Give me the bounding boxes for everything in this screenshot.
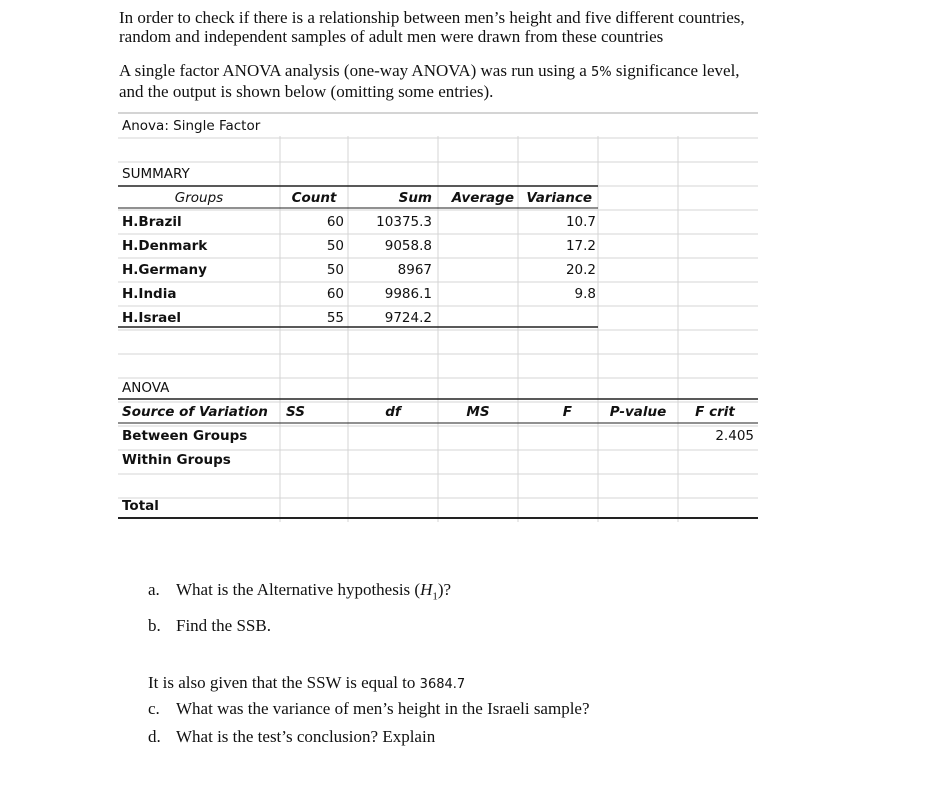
row-india-sum: 9986.1 bbox=[384, 286, 432, 302]
question-a bbox=[148, 580, 451, 606]
header-p-value: P-value bbox=[609, 404, 667, 420]
question-c-text: What was the variance of men’s height in the Israeli sample? bbox=[176, 699, 590, 718]
row-brazil-variance: 10.7 bbox=[565, 214, 596, 230]
intro-line-3-text: A single factor ANOVA analysis (one-way ANOVA) was run using a bbox=[119, 61, 592, 80]
header-f-crit: F crit bbox=[695, 404, 735, 420]
intro-line-3-end: significance level, bbox=[611, 61, 740, 80]
significance-level: 5% bbox=[591, 65, 612, 80]
row-between-groups: Between Groups bbox=[122, 428, 248, 444]
question-c bbox=[148, 699, 590, 719]
row-germany-group: H.Germany bbox=[122, 262, 207, 278]
question-d-text: What is the test’s conclusion? Explain bbox=[176, 727, 436, 746]
f-crit-value: 2.405 bbox=[715, 428, 754, 444]
header-ms: MS bbox=[466, 404, 490, 420]
intro-line-2: random and independent samples of adult men were drawn from these countries bbox=[119, 27, 664, 46]
anova-spreadsheet bbox=[118, 112, 758, 522]
hypothesis-symbol: H bbox=[420, 580, 433, 599]
question-a-text: What is the Alternative hypothesis ( bbox=[176, 580, 421, 599]
header-source-of-variation: Source of Variation bbox=[122, 404, 268, 420]
row-brazil-group: H.Brazil bbox=[122, 214, 182, 230]
row-denmark-count: 50 bbox=[326, 238, 344, 254]
header-variance: Variance bbox=[526, 190, 592, 206]
row-brazil-sum: 10375.3 bbox=[376, 214, 432, 230]
row-israel-group: H.Israel bbox=[122, 310, 182, 326]
anova-label: ANOVA bbox=[122, 380, 170, 396]
question-b-text: Find the SSB. bbox=[176, 616, 271, 635]
ssw-value: 3684.7 bbox=[419, 677, 466, 692]
row-israel-count: 55 bbox=[326, 310, 344, 326]
row-israel-sum: 9724.2 bbox=[384, 310, 432, 326]
hypothesis-subscript: 1 bbox=[432, 590, 438, 603]
intro-line-4: and the output is shown below (omitting some entries). bbox=[119, 82, 494, 101]
header-df: df bbox=[385, 404, 401, 420]
row-denmark-sum: 9058.8 bbox=[384, 238, 432, 254]
row-denmark-group: H.Denmark bbox=[122, 238, 208, 254]
question-c-label: c. bbox=[148, 699, 160, 718]
header-count: Count bbox=[291, 190, 337, 206]
question-b-label: b. bbox=[148, 616, 161, 635]
row-brazil-count: 60 bbox=[326, 214, 344, 230]
header-ss: SS bbox=[286, 404, 305, 420]
intro-line-1: In order to check if there is a relationship between men’s height and five different countries, bbox=[119, 8, 745, 27]
ssw-text: It is also given that the SSW is equal to bbox=[148, 673, 420, 692]
question-b bbox=[148, 616, 271, 636]
row-denmark-variance: 17.2 bbox=[565, 238, 596, 254]
sheet-title: Anova: Single Factor bbox=[122, 118, 261, 134]
intro-line-3 bbox=[119, 61, 839, 82]
intro-paragraph-2 bbox=[119, 61, 839, 101]
question-d-label: d. bbox=[148, 727, 161, 746]
row-germany-count: 50 bbox=[326, 262, 344, 278]
question-a-end: )? bbox=[437, 580, 452, 599]
header-sum: Sum bbox=[398, 190, 432, 206]
row-germany-sum: 8967 bbox=[397, 262, 432, 278]
row-india-variance: 9.8 bbox=[574, 286, 596, 302]
ssw-statement bbox=[148, 673, 465, 695]
header-average: Average bbox=[451, 190, 514, 206]
question-a-label: a. bbox=[148, 580, 160, 599]
row-total: Total bbox=[122, 498, 159, 514]
header-groups: Groups bbox=[174, 190, 224, 206]
row-germany-variance: 20.2 bbox=[565, 262, 596, 278]
row-within-groups: Within Groups bbox=[122, 452, 231, 468]
row-india-count: 60 bbox=[326, 286, 344, 302]
question-d bbox=[148, 727, 435, 747]
intro-paragraph-1 bbox=[119, 8, 839, 46]
row-india-group: H.India bbox=[122, 286, 177, 302]
header-f: F bbox=[562, 404, 572, 420]
summary-label: SUMMARY bbox=[122, 166, 190, 182]
